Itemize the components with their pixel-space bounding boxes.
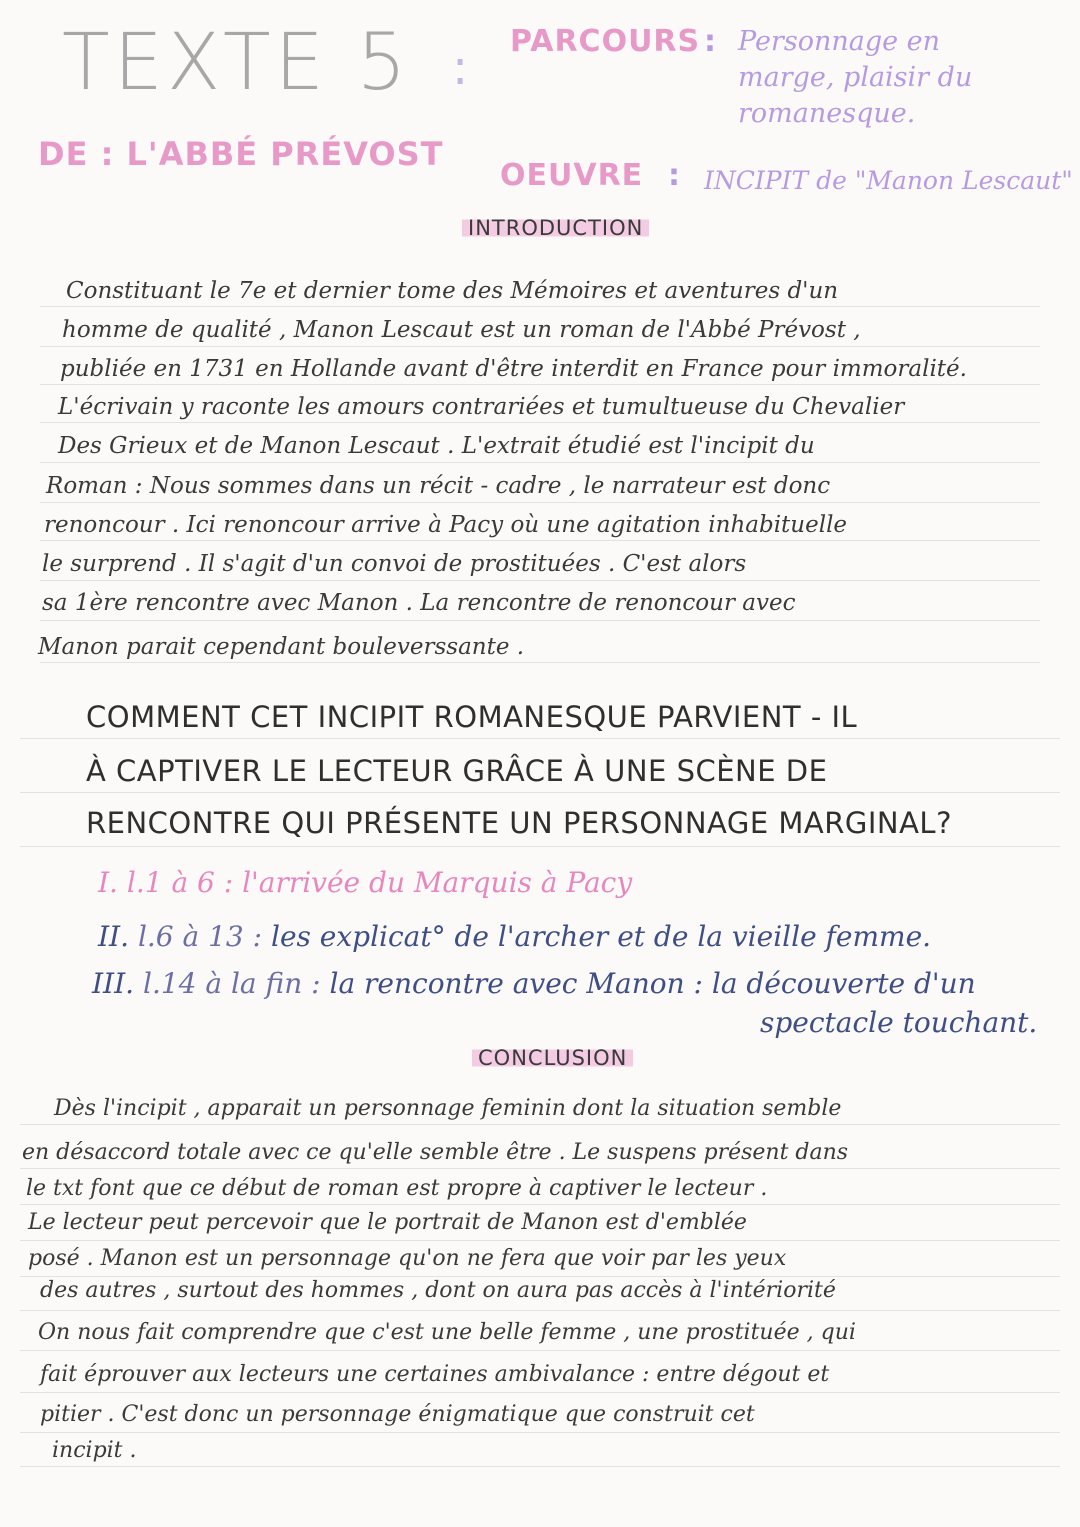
plan-item-3-continuation <box>760 1006 1037 1039</box>
ruled-line <box>40 662 1040 663</box>
problematique-line: RENCONTRE QUI PRÉSENTE UN PERSONNAGE MARGINAL? <box>86 806 952 840</box>
ruled-line <box>40 306 1040 307</box>
oeuvre-colon: : <box>668 158 680 193</box>
intro-line: Roman : Nous sommes dans un récit - cadre , le narrateur est donc <box>46 473 831 499</box>
plan-range: l.6 à 13 : <box>137 920 263 953</box>
conclusion-line: en désaccord totale avec ce qu'elle semble être . Le suspens présent dans <box>22 1140 849 1165</box>
parcours-line: romanesque. <box>738 98 916 129</box>
author-name: L'ABBÉ PRÉVOST <box>126 135 444 173</box>
conclusion-line: le txt font que ce début de roman est propre à captiver le lecteur . <box>26 1176 768 1201</box>
ruled-line <box>40 620 1040 621</box>
ruled-line <box>20 738 1060 739</box>
conclusion-line: Le lecteur peut percevoir que le portrait de Manon est d'emblée <box>28 1210 747 1235</box>
ruled-line <box>20 1310 1060 1311</box>
ruled-line <box>20 1276 1060 1277</box>
ruled-line <box>20 1432 1060 1433</box>
intro-line: publiée en 1731 en Hollande avant d'être interdit en France pour immoralité. <box>60 356 967 382</box>
intro-line: renoncour . Ici renoncour arrive à Pacy où une agitation inhabituelle <box>44 512 848 538</box>
author-label: DE <box>38 135 89 173</box>
parcours-line: Personnage en <box>738 26 941 57</box>
conclusion-line: Dès l'incipit , apparait un personnage feminin dont la situation semble <box>54 1096 842 1121</box>
plan-range: l.14 à la fin : <box>143 967 321 1000</box>
ruled-line <box>40 462 1040 463</box>
ruled-line <box>40 540 1040 541</box>
plan-number: II. <box>98 920 130 953</box>
title-colon: : <box>452 40 469 96</box>
plan-item-1 <box>98 866 632 899</box>
intro-line: Des Grieux et de Manon Lescaut . L'extrait étudié est l'incipit du <box>58 433 815 459</box>
ruled-line <box>20 1124 1060 1125</box>
conclusion-line: fait éprouver aux lecteurs une certaines ambivalance : entre dégout et <box>40 1362 830 1387</box>
conclusion-line: incipit . <box>52 1438 137 1463</box>
conclusion-line: On nous fait comprendre que c'est une belle femme , une prostituée , qui <box>38 1320 856 1345</box>
oeuvre-label: OEUVRE <box>500 158 644 193</box>
ruled-line <box>40 346 1040 347</box>
ruled-line <box>40 384 1040 385</box>
plan-number: I. <box>98 866 118 899</box>
intro-line: le surprend . Il s'agit d'un convoi de prostituées . C'est alors <box>42 551 747 577</box>
intro-line: sa 1ère rencontre avec Manon . La rencontre de renoncour avec <box>42 590 796 616</box>
problematique-line: COMMENT CET INCIPIT ROMANESQUE PARVIENT - IL <box>86 700 858 734</box>
ruled-line <box>20 1240 1060 1241</box>
ruled-line <box>40 502 1040 503</box>
ruled-line <box>40 422 1040 423</box>
ruled-line <box>20 792 1060 793</box>
intro-line: L'écrivain y raconte les amours contrariées et tumultueuse du Chevalier <box>58 394 905 420</box>
introduction-heading: INTRODUCTION <box>462 216 649 240</box>
ruled-line <box>20 1466 1060 1467</box>
ruled-line <box>20 1168 1060 1169</box>
plan-text: spectacle touchant. <box>760 1006 1038 1039</box>
plan-text: la rencontre avec Manon : la découverte d'un <box>329 967 976 1000</box>
plan-number: III. <box>92 967 135 1000</box>
plan-text: l'arrivée du Marquis à Pacy <box>242 866 633 899</box>
parcours-label: PARCOURS <box>510 24 701 59</box>
page-title: TEXTE 5 <box>62 18 411 108</box>
intro-line: Manon parait cependant bouleverssante . <box>38 634 525 660</box>
parcours-value <box>738 24 1038 132</box>
ruled-line <box>20 846 1060 847</box>
ruled-line <box>20 1204 1060 1205</box>
plan-item-2 <box>98 920 931 953</box>
plan-text: les explicat° de l'archer et de la vieille femme. <box>270 920 932 953</box>
ruled-line <box>20 1392 1060 1393</box>
parcours-colon: : <box>704 24 716 59</box>
ruled-line <box>40 580 1040 581</box>
intro-line: homme de qualité , Manon Lescaut est un roman de l'Abbé Prévost , <box>62 317 861 343</box>
ruled-line <box>20 1350 1060 1351</box>
conclusion-line: posé . Manon est un personnage qu'on ne fera que voir par les yeux <box>28 1246 787 1271</box>
conclusion-heading: CONCLUSION <box>472 1046 633 1070</box>
oeuvre-value: INCIPIT de "Manon Lescaut" <box>704 166 1073 195</box>
problematique-line: À CAPTIVER LE LECTEUR GRÂCE À UNE SCÈNE DE <box>86 754 828 788</box>
plan-range: l.1 à 6 : <box>126 866 234 899</box>
intro-line: Constituant le 7e et dernier tome des Mémoires et aventures d'un <box>66 278 839 304</box>
author-line <box>38 135 443 173</box>
conclusion-line: des autres , surtout des hommes , dont on aura pas accès à l'intériorité <box>40 1278 836 1303</box>
author-separator: : <box>100 135 115 173</box>
conclusion-line: pitier . C'est donc un personnage énigmatique que construit cet <box>40 1402 755 1427</box>
plan-item-3 <box>92 967 976 1000</box>
parcours-line: marge, plaisir du <box>738 62 973 93</box>
